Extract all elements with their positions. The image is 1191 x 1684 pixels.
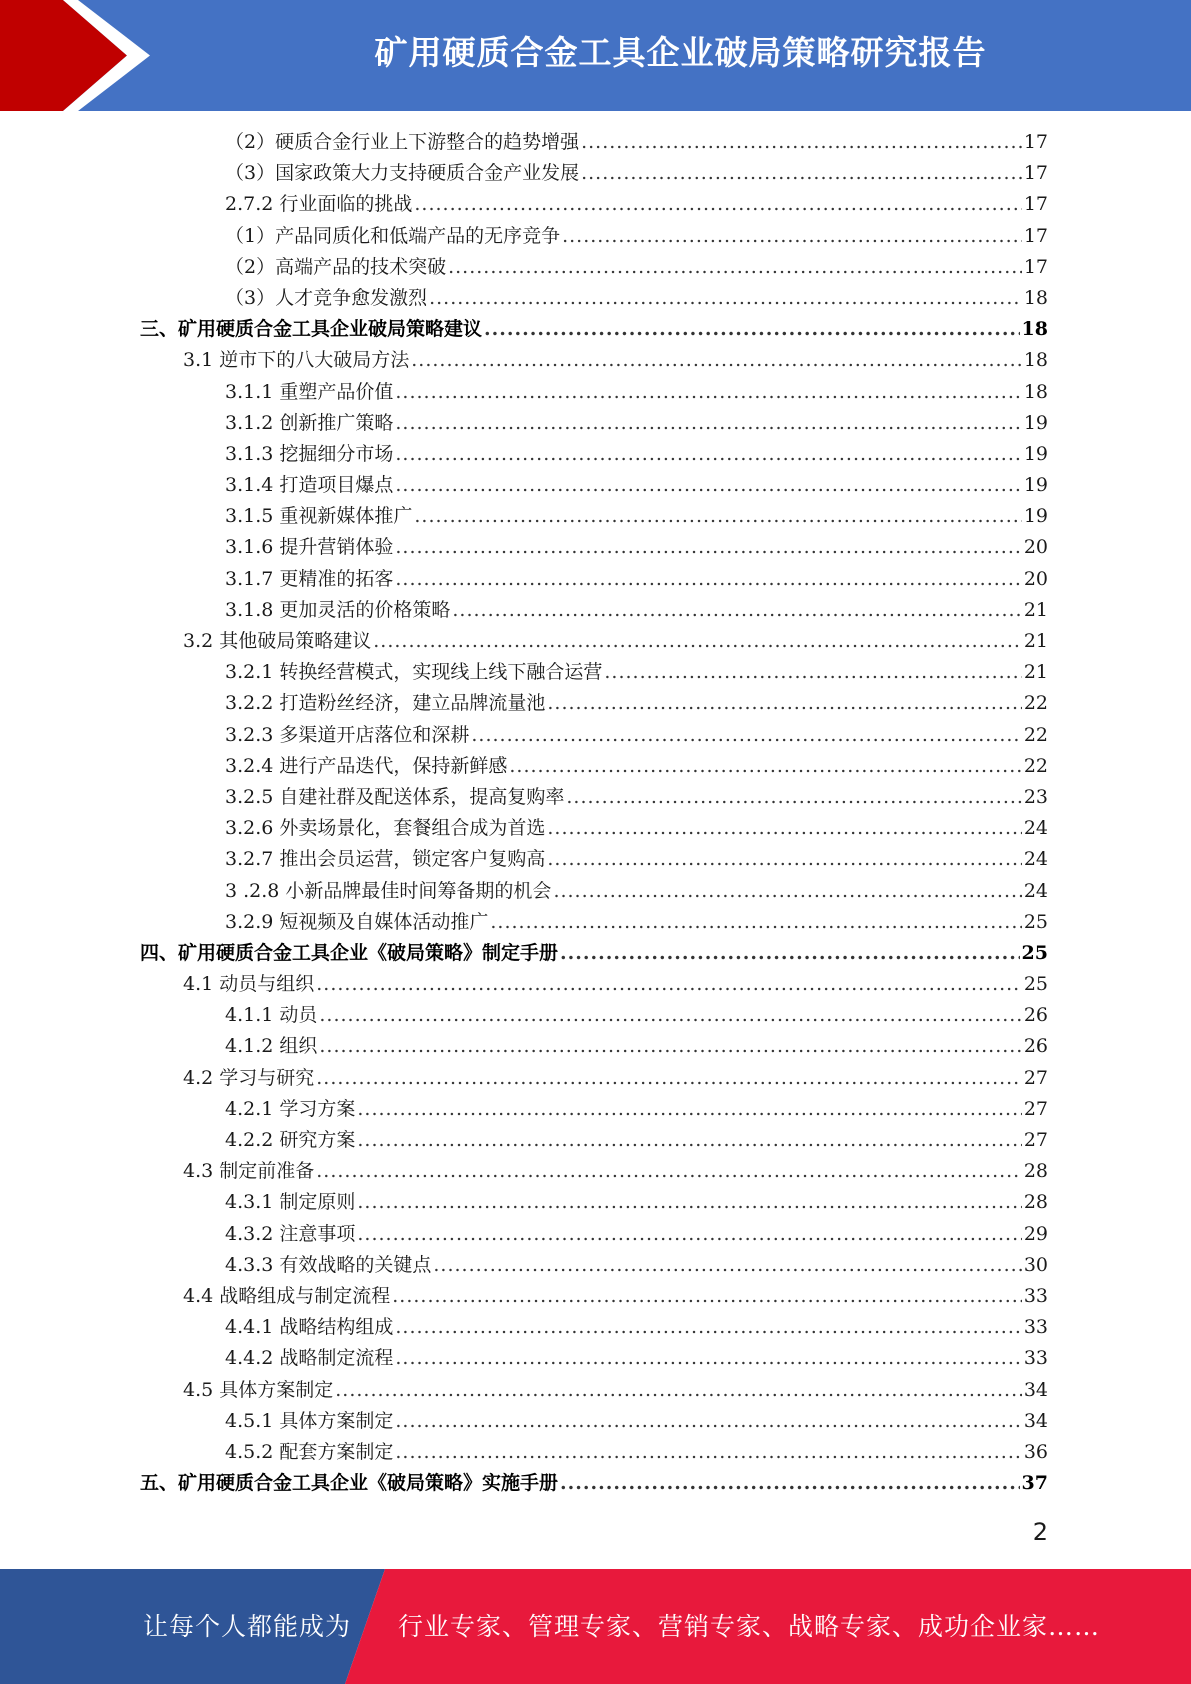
toc-entry[interactable] (140, 626, 1048, 657)
toc-dot-leader (357, 1125, 1021, 1156)
toc-entry-label: 3 .2.8 小新品牌最佳时间筹备期的机会 (225, 879, 552, 902)
toc-dot-leader (581, 158, 1022, 189)
toc-dot-leader (471, 720, 1021, 751)
toc-dot-leader (414, 189, 1021, 220)
table-of-contents (140, 127, 1048, 1499)
page-header (0, 0, 1191, 111)
toc-entry[interactable] (140, 439, 1048, 470)
toc-entry-page: 37 (1021, 1472, 1048, 1495)
toc-dot-leader (395, 439, 1021, 470)
toc-entry[interactable] (140, 1281, 1048, 1312)
toc-entry-label: 3.1.2 创新推广策略 (225, 411, 394, 434)
toc-entry[interactable] (140, 844, 1048, 875)
toc-entry-label: 3.1 逆市下的八大破局方法 (183, 349, 410, 372)
toc-dot-leader (395, 532, 1021, 563)
toc-entry[interactable] (140, 1250, 1048, 1281)
toc-dot-leader (316, 969, 1022, 1000)
toc-entry-label: （1）产品同质化和低端产品的无序竞争 (225, 224, 561, 247)
toc-entry[interactable] (140, 1468, 1048, 1499)
toc-entry-page: 33 (1023, 1347, 1048, 1370)
toc-entry-page: 19 (1023, 474, 1048, 497)
toc-entry-page: 17 (1023, 193, 1048, 216)
toc-entry-label: 3.1.8 更加灵活的价格策略 (225, 598, 451, 621)
toc-dot-leader (581, 127, 1022, 158)
toc-entry-label: 3.2.1 转换经营模式，实现线上线下融合运营 (225, 661, 603, 684)
toc-entry-page: 30 (1023, 1253, 1048, 1276)
toc-entry-page: 27 (1023, 1129, 1048, 1151)
toc-entry-label: 3.1.3 挖掘细分市场 (225, 442, 394, 465)
toc-entry[interactable] (140, 1000, 1048, 1031)
toc-entry-label: 3.1.7 更精准的拓客 (225, 567, 394, 590)
toc-dot-leader (553, 876, 1021, 907)
toc-dot-leader (316, 1156, 1022, 1187)
toc-entry-label: 4.5.2 配套方案制定 (225, 1440, 394, 1463)
toc-entry-page: 18 (1023, 349, 1048, 372)
toc-dot-leader (452, 595, 1021, 626)
toc-entry-label: （2）硬质合金行业上下游整合的趋势增强 (225, 131, 580, 153)
toc-dot-leader (566, 782, 1021, 813)
document-title: 矿用硬质合金工具企业破局策略研究报告 (374, 33, 987, 72)
toc-dot-leader (357, 1187, 1021, 1218)
toc-dot-leader (429, 283, 1022, 314)
toc-entry-page: 24 (1023, 817, 1048, 840)
toc-dot-leader (560, 1468, 1020, 1499)
toc-entry-label: 4.2.2 研究方案 (225, 1129, 356, 1151)
toc-entry-page: 19 (1023, 442, 1048, 465)
toc-entry-label: 3.2.9 短视频及自媒体活动推广 (225, 910, 489, 933)
toc-entry[interactable] (140, 1375, 1048, 1406)
toc-entry-label: 4.4 战略组成与制定流程 (183, 1284, 391, 1307)
toc-entry[interactable] (140, 813, 1048, 844)
toc-dot-leader (490, 907, 1021, 938)
toc-entry-label: 3.2.6 外卖场景化，套餐组合成为首选 (225, 817, 546, 840)
toc-dot-leader (357, 1094, 1021, 1125)
toc-entry-page: 24 (1023, 848, 1048, 871)
toc-entry-page: 26 (1023, 1035, 1048, 1058)
toc-entry-label: 3.1.4 打造项目爆点 (225, 474, 394, 497)
toc-entry[interactable] (140, 720, 1048, 751)
toc-entry-label: 4.4.1 战略结构组成 (225, 1316, 394, 1339)
toc-dot-leader (392, 1281, 1022, 1312)
toc-entry-page: 25 (1023, 973, 1048, 996)
toc-entry-label: 3.1.1 重塑产品价值 (225, 380, 394, 403)
toc-entry-label: 4.5.1 具体方案制定 (225, 1409, 394, 1432)
toc-entry-label: 4.1.1 动员 (225, 1004, 318, 1027)
toc-entry-label: 2.7.2 行业面临的挑战 (225, 193, 413, 216)
toc-dot-leader (560, 938, 1020, 969)
toc-entry[interactable] (140, 595, 1048, 626)
toc-entry-label: 四、矿用硬质合金工具企业《破局策略》制定手册 (140, 941, 559, 964)
toc-entry[interactable] (140, 876, 1048, 907)
toc-entry-label: 4.3.3 有效战略的关键点 (225, 1253, 432, 1276)
toc-entry-page: 17 (1023, 255, 1048, 278)
toc-entry-page: 18 (1023, 286, 1048, 309)
toc-entry-page: 26 (1023, 1004, 1048, 1027)
toc-entry-label: 3.1.5 重视新媒体推广 (225, 505, 413, 528)
toc-dot-leader (509, 751, 1021, 782)
toc-entry-page: 22 (1023, 723, 1048, 746)
toc-entry-page: 25 (1023, 910, 1048, 933)
toc-entry-label: 4.4.2 战略制定流程 (225, 1347, 394, 1370)
toc-entry-page: 22 (1023, 754, 1048, 777)
toc-entry[interactable] (140, 657, 1048, 688)
toc-entry-label: （3）国家政策大力支持硬质合金产业发展 (225, 162, 580, 185)
toc-dot-leader (411, 345, 1022, 376)
toc-entry-label: 4.3.1 制定原则 (225, 1191, 356, 1214)
toc-entry-label: 3.2 其他破局策略建议 (183, 630, 372, 652)
toc-entry-page: 17 (1023, 162, 1048, 185)
toc-entry-label: 4.1.2 组织 (225, 1035, 318, 1058)
toc-dot-leader (395, 408, 1021, 439)
toc-dot-leader (395, 564, 1021, 595)
toc-entry-page: 28 (1023, 1191, 1048, 1214)
toc-entry-label: 4.1 动员与组织 (183, 973, 315, 996)
toc-entry[interactable] (140, 1312, 1048, 1343)
toc-entry[interactable] (140, 408, 1048, 439)
toc-entry-page: 33 (1023, 1316, 1048, 1339)
toc-dot-leader (433, 1250, 1021, 1281)
toc-entry[interactable] (140, 938, 1048, 969)
toc-entry-page: 33 (1023, 1284, 1048, 1307)
toc-dot-leader (373, 626, 1022, 657)
toc-entry-label: 4.5 具体方案制定 (183, 1378, 334, 1401)
toc-entry[interactable] (140, 1063, 1048, 1094)
toc-entry-page: 20 (1023, 567, 1048, 590)
toc-entry-page: 34 (1023, 1378, 1048, 1401)
toc-dot-leader (547, 688, 1021, 719)
toc-entry-label: 4.3 制定前准备 (183, 1160, 315, 1183)
toc-entry-label: 4.2.1 学习方案 (225, 1097, 356, 1120)
toc-entry-page: 21 (1023, 598, 1048, 621)
toc-dot-leader (547, 844, 1021, 875)
toc-dot-leader (395, 377, 1021, 408)
toc-entry-label: 3.2.5 自建社群及配送体系，提高复购率 (225, 785, 565, 808)
toc-entry-page: 28 (1023, 1160, 1048, 1183)
page-number: 2 (1032, 1518, 1048, 1546)
toc-entry-page: 19 (1023, 505, 1048, 528)
toc-entry-label: 3.2.2 打造粉丝经济，建立品牌流量池 (225, 692, 546, 715)
toc-entry[interactable] (140, 1187, 1048, 1218)
toc-entry[interactable] (140, 377, 1048, 408)
page-footer (0, 1569, 1191, 1684)
toc-entry[interactable] (140, 1406, 1048, 1437)
toc-dot-leader (484, 314, 1020, 345)
toc-entry-page: 23 (1023, 785, 1048, 808)
toc-dot-leader (448, 252, 1022, 283)
toc-dot-leader (395, 1312, 1021, 1343)
toc-entry-label: 3.2.3 多渠道开店落位和深耕 (225, 723, 470, 746)
toc-entry-page: 34 (1023, 1409, 1048, 1432)
toc-dot-leader (547, 813, 1021, 844)
toc-entry[interactable] (140, 564, 1048, 595)
toc-entry-page: 18 (1023, 380, 1048, 403)
toc-dot-leader (319, 1031, 1021, 1062)
toc-entry[interactable] (140, 1125, 1048, 1156)
toc-entry-page: 18 (1021, 318, 1048, 341)
footer-slogan-left: 让每个人都能成为 (143, 1612, 352, 1641)
toc-dot-leader (395, 470, 1021, 501)
toc-entry-page: 21 (1023, 630, 1048, 652)
toc-entry[interactable] (140, 1094, 1048, 1125)
toc-entry-label: 4.2 学习与研究 (183, 1066, 315, 1089)
toc-entry-page: 22 (1023, 692, 1048, 715)
toc-entry-page: 19 (1023, 411, 1048, 434)
toc-dot-leader (395, 1437, 1021, 1468)
toc-dot-leader (562, 221, 1022, 252)
toc-entry-page: 27 (1023, 1066, 1048, 1089)
toc-entry[interactable] (140, 127, 1048, 158)
header-chevron-decoration (0, 0, 150, 111)
toc-entry[interactable] (140, 1156, 1048, 1187)
toc-entry[interactable] (140, 532, 1048, 563)
toc-entry-page: 20 (1023, 536, 1048, 559)
toc-entry-label: 3.1.6 提升营销体验 (225, 536, 394, 559)
toc-entry-label: （3）人才竞争愈发激烈 (225, 286, 428, 309)
toc-entry[interactable] (140, 1343, 1048, 1374)
toc-entry[interactable] (140, 345, 1048, 376)
toc-entry[interactable] (140, 283, 1048, 314)
toc-entry[interactable] (140, 314, 1048, 345)
toc-dot-leader (319, 1000, 1021, 1031)
toc-entry[interactable] (140, 221, 1048, 252)
toc-dot-leader (604, 657, 1021, 688)
toc-dot-leader (335, 1375, 1022, 1406)
toc-entry[interactable] (140, 501, 1048, 532)
toc-entry[interactable] (140, 751, 1048, 782)
toc-entry-page: 27 (1023, 1097, 1048, 1120)
toc-entry-label: 4.3.2 注意事项 (225, 1222, 356, 1245)
toc-entry[interactable] (140, 1437, 1048, 1468)
toc-entry-label: （2）高端产品的技术突破 (225, 255, 447, 278)
toc-dot-leader (357, 1219, 1021, 1250)
toc-dot-leader (414, 501, 1021, 532)
toc-entry[interactable] (140, 969, 1048, 1000)
toc-entry-label: 三、矿用硬质合金工具企业破局策略建议 (140, 318, 483, 341)
toc-entry[interactable] (140, 158, 1048, 189)
toc-dot-leader (395, 1406, 1021, 1437)
toc-entry[interactable] (140, 1219, 1048, 1250)
toc-entry-page: 21 (1023, 661, 1048, 684)
toc-dot-leader (395, 1343, 1021, 1374)
toc-entry[interactable] (140, 470, 1048, 501)
toc-entry[interactable] (140, 1031, 1048, 1062)
toc-entry-page: 24 (1023, 879, 1048, 902)
toc-dot-leader (316, 1063, 1022, 1094)
toc-entry[interactable] (140, 907, 1048, 938)
toc-entry-label: 3.2.7 推出会员运营，锁定客户复购高 (225, 848, 546, 871)
toc-entry-page: 36 (1023, 1440, 1048, 1463)
toc-entry-page: 29 (1023, 1222, 1048, 1245)
toc-entry-page: 17 (1023, 131, 1048, 153)
footer-slogan-right: 行业专家、管理专家、营销专家、战略专家、成功企业家…… (398, 1612, 1101, 1641)
toc-entry-label: 五、矿用硬质合金工具企业《破局策略》实施手册 (140, 1472, 559, 1495)
toc-entry[interactable] (140, 688, 1048, 719)
toc-entry-page: 25 (1021, 941, 1048, 964)
toc-entry-label: 3.2.4 进行产品迭代，保持新鲜感 (225, 754, 508, 777)
toc-entry[interactable] (140, 189, 1048, 220)
toc-entry-page: 17 (1023, 224, 1048, 247)
toc-entry[interactable] (140, 782, 1048, 813)
toc-entry[interactable] (140, 252, 1048, 283)
